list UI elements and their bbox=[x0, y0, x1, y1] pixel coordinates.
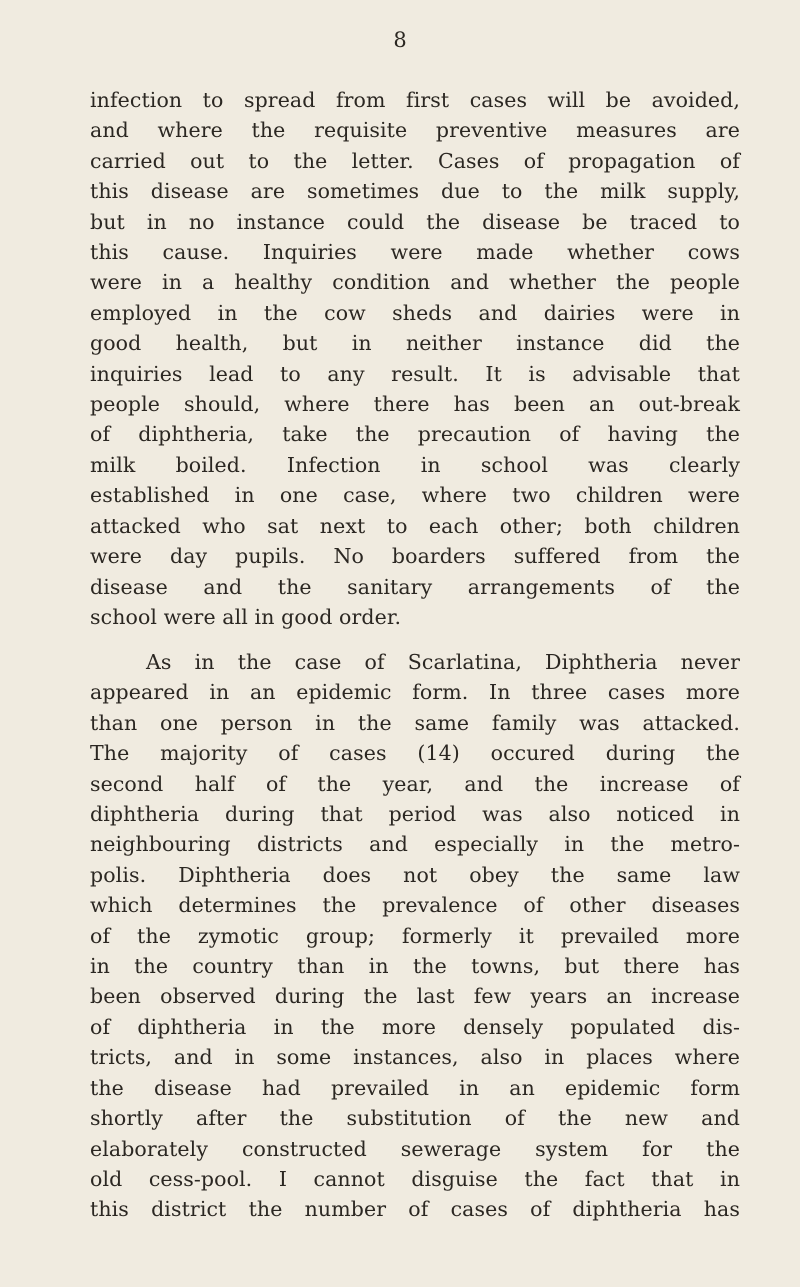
text-line: polis. Diphtheria does not obey the same law bbox=[90, 862, 740, 887]
text-line: established in one case, where two children were bbox=[90, 483, 740, 508]
text-line: milk boiled. Infection in school was clearly bbox=[90, 452, 740, 477]
text-line: neighbouring districts and especially in the metro- bbox=[90, 832, 740, 857]
paragraph-2 bbox=[90, 647, 740, 1225]
paragraph-1 bbox=[90, 85, 740, 632]
text-line: shortly after the substitution of the new and bbox=[90, 1106, 740, 1131]
paragraph-2-text bbox=[90, 647, 740, 1225]
text-line: inquiries lead to any result. It is advisable that bbox=[90, 361, 740, 386]
text-line: good health, but in neither instance did the bbox=[90, 331, 740, 356]
text-line: the disease had prevailed in an epidemic form bbox=[90, 1075, 740, 1100]
text-line: and where the requisite preventive measures are bbox=[90, 118, 740, 143]
text-line: second half of the year, and the increase of bbox=[90, 771, 740, 796]
text-line: carried out to the letter. Cases of propagation of bbox=[90, 148, 740, 173]
text-line: of diphtheria, take the precaution of having the bbox=[90, 422, 740, 447]
text-line: infection to spread from first cases will be avoided, bbox=[90, 88, 740, 112]
text-line: were day pupils. No boarders suffered from the bbox=[90, 544, 740, 569]
text-line: this cause. Inquiries were made whether cows bbox=[90, 240, 740, 265]
paragraph-1-text bbox=[90, 85, 740, 632]
text-line: in the country than in the towns, but there has bbox=[90, 954, 740, 979]
text-line: disease and the sanitary arrangements of the bbox=[90, 574, 740, 599]
page-number: 8 bbox=[393, 28, 407, 52]
text-line: old cess-pool. I cannot disguise the fact that in bbox=[90, 1166, 740, 1191]
text-line: were in a healthy condition and whether the people bbox=[90, 270, 740, 295]
text-line: people should, where there has been an out-break bbox=[90, 392, 740, 417]
text-line: been observed during the last few years an increase bbox=[90, 984, 740, 1009]
text-line: elaborately constructed sewerage system for the bbox=[90, 1136, 740, 1161]
text-line: diphtheria during that period was also noticed in bbox=[90, 802, 740, 827]
text-line: The majority of cases (14) occured during the bbox=[90, 741, 740, 766]
text-line: tricts, and in some instances, also in places where bbox=[90, 1045, 740, 1070]
text-line: which determines the prevalence of other diseases bbox=[90, 893, 740, 918]
text-line: appeared in an epidemic form. In three cases more bbox=[90, 680, 740, 705]
text-line: than one person in the same family was attacked. bbox=[90, 710, 740, 735]
text-line: employed in the cow sheds and dairies were in bbox=[90, 300, 740, 325]
text-line: As in the case of Scarlatina, Diphtheria never bbox=[146, 650, 740, 674]
text-line: school were all in good order. bbox=[90, 604, 402, 629]
text-line: attacked who sat next to each other; both children bbox=[90, 513, 740, 538]
text-line: of the zymotic group; formerly it prevailed more bbox=[90, 923, 740, 948]
text-line: of diphtheria in the more densely populated dis- bbox=[90, 1014, 740, 1039]
text-line: but in no instance could the disease be traced to bbox=[90, 209, 740, 234]
text-line: this disease are sometimes due to the milk supply, bbox=[90, 179, 740, 204]
text-line: this district the number of cases of diphtheria has bbox=[90, 1197, 740, 1222]
